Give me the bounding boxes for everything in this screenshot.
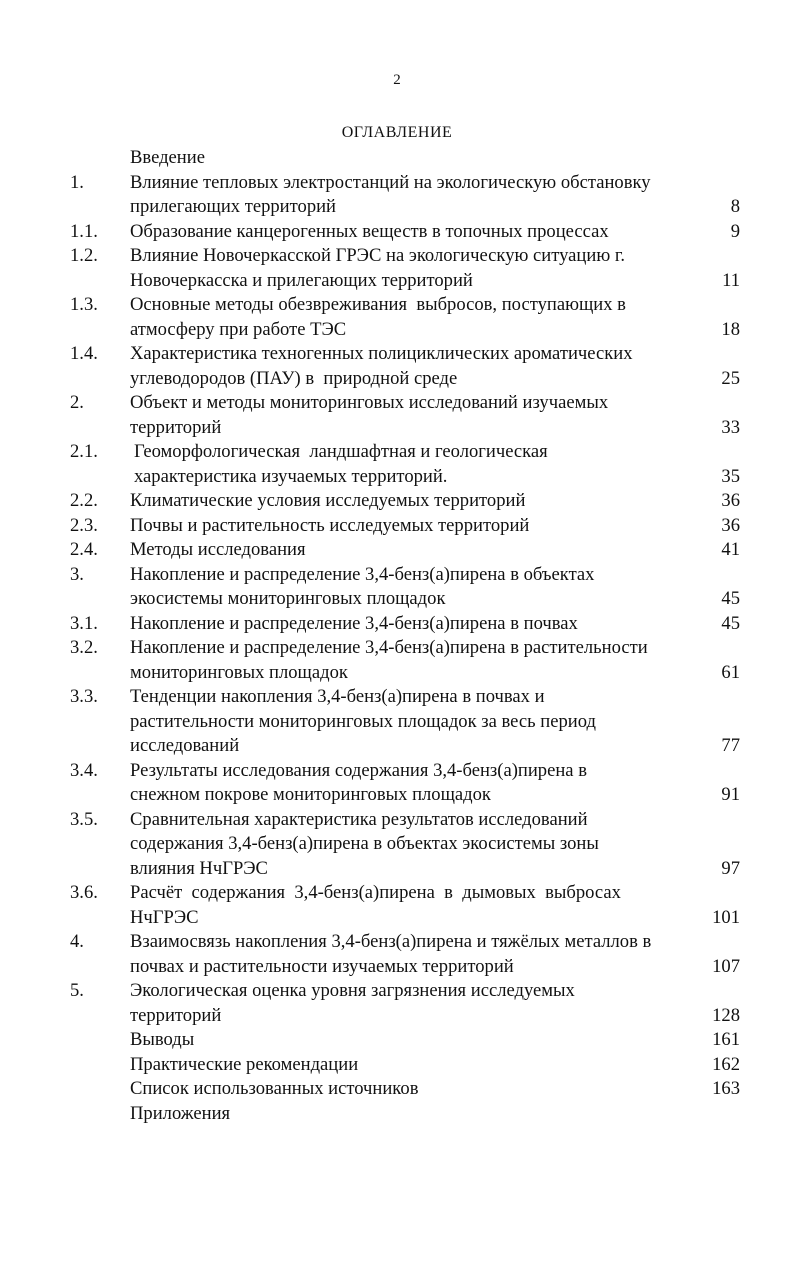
toc-entry-page: 101 <box>712 906 740 928</box>
toc-entry-title-line: Объект и методы мониторинговых исследований изучаемых <box>130 392 609 413</box>
page-number: 2 <box>393 72 401 88</box>
toc-entry-title-line: содержания 3,4-бенз(а)пирена в объектах экосистемы зоны <box>130 833 599 854</box>
toc-entry-number: 3.1. <box>70 612 98 634</box>
toc-entry <box>70 146 740 171</box>
toc-entry-title-line: территорий <box>130 416 222 438</box>
toc-entry-title-line: НчГРЭС <box>130 906 199 928</box>
toc-entry-title-line: Список использованных источников <box>130 1078 419 1099</box>
toc-entry-title-line: Влияние тепловых электростанций на экологическую обстановку <box>130 171 651 193</box>
toc-entry-title <box>130 759 696 808</box>
toc-entry-title-line: Новочеркасска и прилегающих территорий <box>130 269 473 291</box>
toc-entry <box>70 293 740 342</box>
toc-entry-title <box>130 1102 696 1127</box>
toc-entry-number: 3.2. <box>70 637 98 658</box>
toc-entry-title-line: Сравнительная характеристика результатов исследований <box>130 808 588 830</box>
toc-entry-title-line: территорий <box>130 1004 222 1026</box>
toc-entry <box>70 440 740 489</box>
toc-entry-number: 2. <box>70 392 84 413</box>
toc-entry-title <box>130 244 696 293</box>
toc-entry-title-line: Климатические условия исследуемых территорий <box>130 490 526 511</box>
toc-entry-page: 77 <box>721 735 740 756</box>
toc-entry-title <box>130 146 696 171</box>
toc-entry-number: 5. <box>70 980 84 1001</box>
table-of-contents <box>70 146 740 1126</box>
toc-entry-page: 36 <box>721 490 740 511</box>
toc-entry-title-line: растительности мониторинговых площадок за весь период <box>130 710 596 732</box>
toc-entry-title <box>130 514 696 539</box>
toc-entry-title-line: Геоморфологическая ландшафтная и геологическая <box>134 441 548 462</box>
toc-entry-title-line: Результаты исследования содержания 3,4-бенз(а)пирена в <box>130 759 587 781</box>
toc-entry-title <box>130 808 696 882</box>
toc-entry <box>70 930 740 979</box>
toc-entry-page: 8 <box>730 196 740 217</box>
toc-entry-page: 18 <box>721 318 740 340</box>
toc-entry-title-line: Выводы <box>130 1029 195 1050</box>
toc-entry <box>70 1077 740 1102</box>
toc-entry-title-line: исследований <box>130 735 240 756</box>
toc-entry-page: 97 <box>721 857 740 879</box>
toc-entry-title-line: Приложения <box>130 1102 231 1124</box>
toc-entry-title <box>130 342 696 391</box>
toc-entry-number: 3.3. <box>70 686 98 707</box>
toc-entry <box>70 563 740 612</box>
toc-entry-page: 9 <box>730 220 740 242</box>
toc-entry-title-line: Накопление и распределение 3,4-бенз(а)пирена в почвах <box>130 612 578 634</box>
toc-entry-title-line: Накопление и распределение 3,4-бенз(а)пирена в растительности <box>130 637 648 658</box>
toc-entry-title <box>130 171 696 220</box>
toc-entry-title <box>130 881 696 930</box>
toc-entry-title <box>130 1077 696 1102</box>
toc-entry-page: 36 <box>721 514 740 536</box>
toc-entry-number: 2.4. <box>70 539 98 560</box>
toc-entry-title-line: почвах и растительности изучаемых территорий <box>130 955 514 977</box>
toc-entry-title-line: мониторинговых площадок <box>130 661 348 683</box>
toc-entry-number: 3.4. <box>70 759 98 781</box>
toc-entry-number: 1.1. <box>70 220 98 242</box>
toc-entry-title <box>130 220 696 245</box>
toc-entry-title-line: Расчёт содержания 3,4-бенз(а)пирена в дымовых выбросах <box>130 882 621 903</box>
toc-entry-page: 45 <box>721 612 740 634</box>
toc-entry-title <box>130 1053 696 1078</box>
toc-entry-title-line: Накопление и распределение 3,4-бенз(а)пирена в объектах <box>130 563 595 585</box>
toc-entry-title-line: Экологическая оценка уровня загрязнения исследуемых <box>130 980 575 1001</box>
toc-entry <box>70 391 740 440</box>
toc-entry-title-line: Взаимосвязь накопления 3,4-бенз(а)пирена и тяжёлых металлов в <box>130 931 652 952</box>
toc-entry-page: 33 <box>721 416 740 438</box>
toc-entry <box>70 489 740 514</box>
toc-entry-page: 163 <box>712 1078 740 1099</box>
toc-entry-number: 2.2. <box>70 490 98 511</box>
toc-entry-title-line: углеводородов (ПАУ) в природной среде <box>130 367 458 389</box>
toc-entry-page: 91 <box>721 784 740 805</box>
toc-entry-page: 45 <box>721 588 740 609</box>
toc-entry <box>70 685 740 759</box>
toc-entry-title-line: Тенденции накопления 3,4-бенз(а)пирена в почвах и <box>130 686 545 707</box>
toc-entry-title <box>130 489 696 514</box>
toc-entry-title-line: Почвы и растительность исследуемых территорий <box>130 514 530 536</box>
toc-entry-title-line: экосистемы мониторинговых площадок <box>130 588 446 609</box>
toc-entry <box>70 636 740 685</box>
toc-entry-number: 1.2. <box>70 245 98 266</box>
toc-entry-page: 25 <box>721 367 740 389</box>
toc-entry-title-line: Влияние Новочеркасской ГРЭС на экологическую ситуацию г. <box>130 245 626 266</box>
toc-entry-title-line: влияния НчГРЭС <box>130 857 268 879</box>
toc-entry <box>70 1028 740 1053</box>
toc-entry-page: 161 <box>712 1029 740 1050</box>
toc-entry-title-line: Практические рекомендации <box>130 1053 359 1075</box>
toc-entry <box>70 881 740 930</box>
toc-entry-title <box>130 538 696 563</box>
toc-entry-page: 35 <box>721 465 740 487</box>
toc-entry-number: 4. <box>70 931 84 952</box>
toc-entry-page: 162 <box>712 1053 740 1075</box>
toc-entry-title <box>130 1028 696 1053</box>
toc-entry-number: 3. <box>70 563 84 585</box>
toc-entry-title <box>130 391 696 440</box>
toc-entry-page: 11 <box>722 269 740 291</box>
toc-entry-title <box>130 636 696 685</box>
toc-entry-title-line: Характеристика техногенных полициклических ароматических <box>130 343 633 364</box>
toc-entry-title <box>130 563 696 612</box>
toc-entry-title-line: прилегающих территорий <box>130 196 337 217</box>
toc-entry <box>70 1053 740 1078</box>
toc-entry <box>70 759 740 808</box>
toc-entry-title-line: характеристика изучаемых территорий. <box>134 465 448 487</box>
toc-entry-title-line: Методы исследования <box>130 539 306 560</box>
toc-entry-title <box>130 979 696 1028</box>
toc-entry-page: 128 <box>712 1004 740 1026</box>
toc-entry <box>70 979 740 1028</box>
toc-entry-title-line: атмосферу при работе ТЭС <box>130 318 347 340</box>
toc-entry-number: 3.5. <box>70 808 98 830</box>
toc-entry-number: 2.3. <box>70 514 98 536</box>
toc-entry-title <box>130 440 696 489</box>
toc-entry-number: 1.4. <box>70 343 98 364</box>
toc-entry-title <box>130 685 696 759</box>
toc-entry <box>70 244 740 293</box>
toc-entry-title <box>130 612 696 637</box>
toc-entry-title-line: Образование канцерогенных веществ в топочных процессах <box>130 220 609 242</box>
toc-entry-title-line: Основные методы обезвреживания выбросов, поступающих в <box>130 294 626 315</box>
toc-entry-number: 2.1. <box>70 441 98 462</box>
toc-title: ОГЛАВЛЕНИЕ <box>341 124 453 141</box>
toc-entry <box>70 612 740 637</box>
toc-entry <box>70 808 740 882</box>
toc-entry-page: 107 <box>712 955 740 977</box>
toc-entry-number: 1.3. <box>70 294 98 315</box>
toc-entry-title-line: снежном покрове мониторинговых площадок <box>130 784 491 805</box>
toc-entry <box>70 220 740 245</box>
toc-entry-number: 1. <box>70 171 84 193</box>
toc-entry <box>70 514 740 539</box>
toc-entry-title-line: Введение <box>130 147 205 168</box>
toc-entry-page: 41 <box>721 539 740 560</box>
toc-entry-title <box>130 930 696 979</box>
toc-entry-number: 3.6. <box>70 882 98 903</box>
toc-entry <box>70 538 740 563</box>
toc-entry <box>70 171 740 220</box>
toc-entry-title <box>130 293 696 342</box>
toc-entry <box>70 342 740 391</box>
toc-entry <box>70 1102 740 1127</box>
toc-entry-page: 61 <box>721 661 740 683</box>
